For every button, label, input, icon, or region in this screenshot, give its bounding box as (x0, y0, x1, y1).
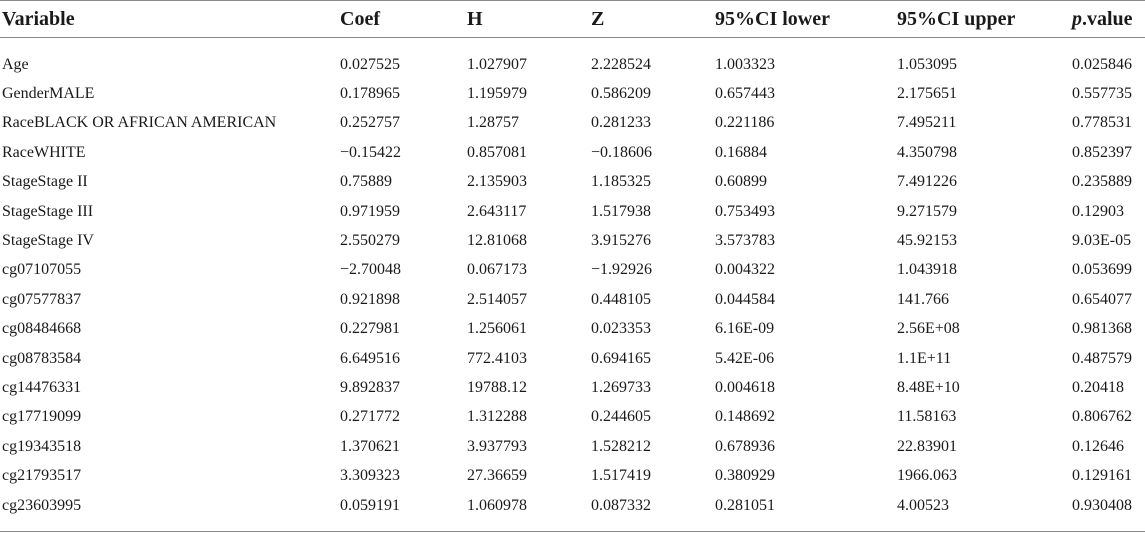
cell-pvalue: 0.806762 (1072, 408, 1132, 426)
cell-coef: 6.649516 (340, 349, 400, 367)
table-row (0, 79, 1145, 108)
cell-ci-lower: 0.221186 (715, 114, 775, 132)
cell-ci-upper: 7.495211 (897, 114, 957, 132)
cell-pvalue: 0.12903 (1072, 202, 1124, 220)
header-pvalue (1072, 0, 1145, 38)
cell-variable: Age (2, 55, 29, 73)
header-ci-lower: 95%CI lower (715, 7, 830, 30)
cell-variable: StageStage IV (2, 232, 94, 250)
cell-variable: cg14476331 (2, 378, 82, 396)
header-z: Z (591, 7, 605, 30)
table-body (0, 38, 1145, 520)
table-row (0, 461, 1145, 490)
header-h: H (467, 7, 483, 30)
cell-h: 0.067173 (467, 261, 527, 279)
cell-z: 0.244605 (591, 408, 651, 426)
cell-h: 1.195979 (467, 85, 527, 103)
table-row (0, 285, 1145, 314)
cell-ci-upper: 1.1E+11 (897, 349, 952, 367)
cell-coef: 0.252757 (340, 114, 400, 132)
cell-h: 0.857081 (467, 143, 527, 161)
table-row (0, 109, 1145, 138)
cell-pvalue: 0.12646 (1072, 437, 1124, 455)
cell-variable: RaceWHITE (2, 143, 86, 161)
cell-z: 1.269733 (591, 378, 651, 396)
cell-coef: 0.027525 (340, 55, 400, 73)
cell-pvalue: 0.129161 (1072, 467, 1132, 485)
cell-z: 0.023353 (591, 320, 651, 338)
cell-h: 1.312288 (467, 408, 527, 426)
cell-variable: GenderMALE (2, 85, 95, 103)
cell-z: 0.448105 (591, 290, 651, 308)
cell-h: 772.4103 (467, 349, 527, 367)
table-spacer-row (0, 38, 1145, 50)
cell-ci-upper: 4.350798 (897, 143, 957, 161)
cell-ci-lower: 0.004618 (715, 378, 775, 396)
cell-h: 27.36659 (467, 467, 527, 485)
cell-variable: cg08484668 (2, 320, 82, 338)
cell-z: 1.517938 (591, 202, 651, 220)
cell-variable: cg21793517 (2, 467, 82, 485)
cell-ci-upper: 11.58163 (897, 408, 957, 426)
cell-z: 1.185325 (591, 173, 651, 191)
cell-coef: 0.271772 (340, 408, 400, 426)
cell-pvalue: 0.930408 (1072, 496, 1132, 514)
cell-pvalue: 0.557735 (1072, 85, 1132, 103)
table-row (0, 315, 1145, 344)
cell-coef: 3.309323 (340, 467, 400, 485)
cell-variable: StageStage III (2, 202, 94, 220)
cell-pvalue: 0.487579 (1072, 349, 1132, 367)
cell-z: 1.528212 (591, 437, 651, 455)
cell-ci-lower: 1.003323 (715, 55, 775, 73)
cell-h: 1.060978 (467, 496, 527, 514)
cell-pvalue: 0.981368 (1072, 320, 1132, 338)
cell-ci-lower: 6.16E-09 (715, 320, 775, 338)
table-row (0, 168, 1145, 197)
cell-ci-upper: 22.83901 (897, 437, 957, 455)
cell-pvalue: 0.235889 (1072, 173, 1132, 191)
cell-ci-lower: 0.044584 (715, 290, 775, 308)
cell-variable: RaceBLACK OR AFRICAN AMERICAN (2, 114, 277, 132)
cell-coef: 0.971959 (340, 202, 400, 220)
cell-ci-lower: 0.281051 (715, 496, 775, 514)
table-row (0, 138, 1145, 167)
cell-ci-lower: 0.148692 (715, 408, 775, 426)
cell-ci-lower: 5.42E-06 (715, 349, 775, 367)
cell-z: 1.517419 (591, 467, 651, 485)
cell-h: 2.135903 (467, 173, 527, 191)
cell-coef: 0.227981 (340, 320, 400, 338)
cell-ci-upper: 1966.063 (897, 467, 957, 485)
cell-z: −0.18606 (591, 143, 653, 161)
cell-ci-upper: 1.043918 (897, 261, 957, 279)
cell-pvalue: 9.03E-05 (1072, 232, 1132, 250)
cell-ci-lower: 0.657443 (715, 85, 775, 103)
cell-ci-upper: 9.271579 (897, 202, 957, 220)
cell-pvalue: 0.654077 (1072, 290, 1132, 308)
cell-z: 0.586209 (591, 85, 651, 103)
cell-h: 1.28757 (467, 114, 519, 132)
cell-pvalue: 0.20418 (1072, 378, 1124, 396)
cell-z: −1.92926 (591, 261, 653, 279)
cell-h: 2.514057 (467, 290, 527, 308)
cell-z: 0.281233 (591, 114, 651, 132)
table-row (0, 344, 1145, 373)
cell-ci-lower: 0.16884 (715, 143, 767, 161)
cell-ci-lower: 0.753493 (715, 202, 775, 220)
header-coef: Coef (340, 7, 380, 30)
cell-ci-lower: 0.004322 (715, 261, 775, 279)
table-row (0, 197, 1145, 226)
cell-ci-lower: 0.60899 (715, 173, 767, 191)
cell-coef: 0.921898 (340, 290, 400, 308)
cell-ci-upper: 4.00523 (897, 496, 949, 514)
table-row (0, 226, 1145, 255)
header-pvalue-suffix: .value (1082, 7, 1133, 30)
header-ci-upper: 95%CI upper (897, 7, 1016, 30)
cell-ci-upper: 8.48E+10 (897, 378, 960, 396)
cell-ci-upper: 7.491226 (897, 173, 957, 191)
cell-pvalue: 0.778531 (1072, 114, 1132, 132)
cell-coef: 1.370621 (340, 437, 400, 455)
cell-pvalue: 0.053699 (1072, 261, 1132, 279)
cell-h: 1.256061 (467, 320, 527, 338)
table-row (0, 50, 1145, 79)
cell-coef: 9.892837 (340, 378, 400, 396)
cell-variable: cg08783584 (2, 349, 82, 367)
cell-variable: StageStage II (2, 173, 88, 191)
header-row (0, 0, 1145, 38)
cell-coef: −2.70048 (340, 261, 402, 279)
cell-ci-upper: 141.766 (897, 290, 949, 308)
cell-z: 2.228524 (591, 55, 651, 73)
table-bottom-rule (0, 531, 1145, 532)
table-row (0, 432, 1145, 461)
cell-ci-upper: 2.56E+08 (897, 320, 960, 338)
cell-coef: 0.059191 (340, 496, 400, 514)
cell-variable: cg07107055 (2, 261, 82, 279)
cell-ci-upper: 1.053095 (897, 55, 957, 73)
cell-coef: 0.178965 (340, 85, 400, 103)
cell-z: 0.087332 (591, 496, 651, 514)
cell-coef: 2.550279 (340, 232, 400, 250)
table-row (0, 403, 1145, 432)
cell-coef: −0.15422 (340, 143, 402, 161)
cell-z: 0.694165 (591, 349, 651, 367)
cell-variable: cg07577837 (2, 290, 82, 308)
cell-variable: cg17719099 (2, 408, 82, 426)
cell-variable: cg19343518 (2, 437, 82, 455)
table-row (0, 256, 1145, 285)
cell-ci-lower: 3.573783 (715, 232, 775, 250)
header-pvalue-prefix: p (1072, 7, 1082, 30)
cell-pvalue: 0.025846 (1072, 55, 1132, 73)
cell-z: 3.915276 (591, 232, 651, 250)
cell-coef: 0.75889 (340, 173, 392, 191)
table-row (0, 491, 1145, 520)
cell-h: 2.643117 (467, 202, 527, 220)
cell-ci-lower: 0.678936 (715, 437, 775, 455)
cell-h: 19788.12 (467, 378, 527, 396)
cell-h: 3.937793 (467, 437, 527, 455)
header-variable: Variable (2, 7, 75, 30)
cell-ci-lower: 0.380929 (715, 467, 775, 485)
spacer-cell (0, 38, 1145, 50)
cell-pvalue: 0.852397 (1072, 143, 1132, 161)
cell-variable: cg23603995 (2, 496, 82, 514)
cell-h: 12.81068 (467, 232, 527, 250)
cell-h: 1.027907 (467, 55, 527, 73)
table-row (0, 373, 1145, 402)
cell-ci-upper: 2.175651 (897, 85, 957, 103)
cell-ci-upper: 45.92153 (897, 232, 957, 250)
